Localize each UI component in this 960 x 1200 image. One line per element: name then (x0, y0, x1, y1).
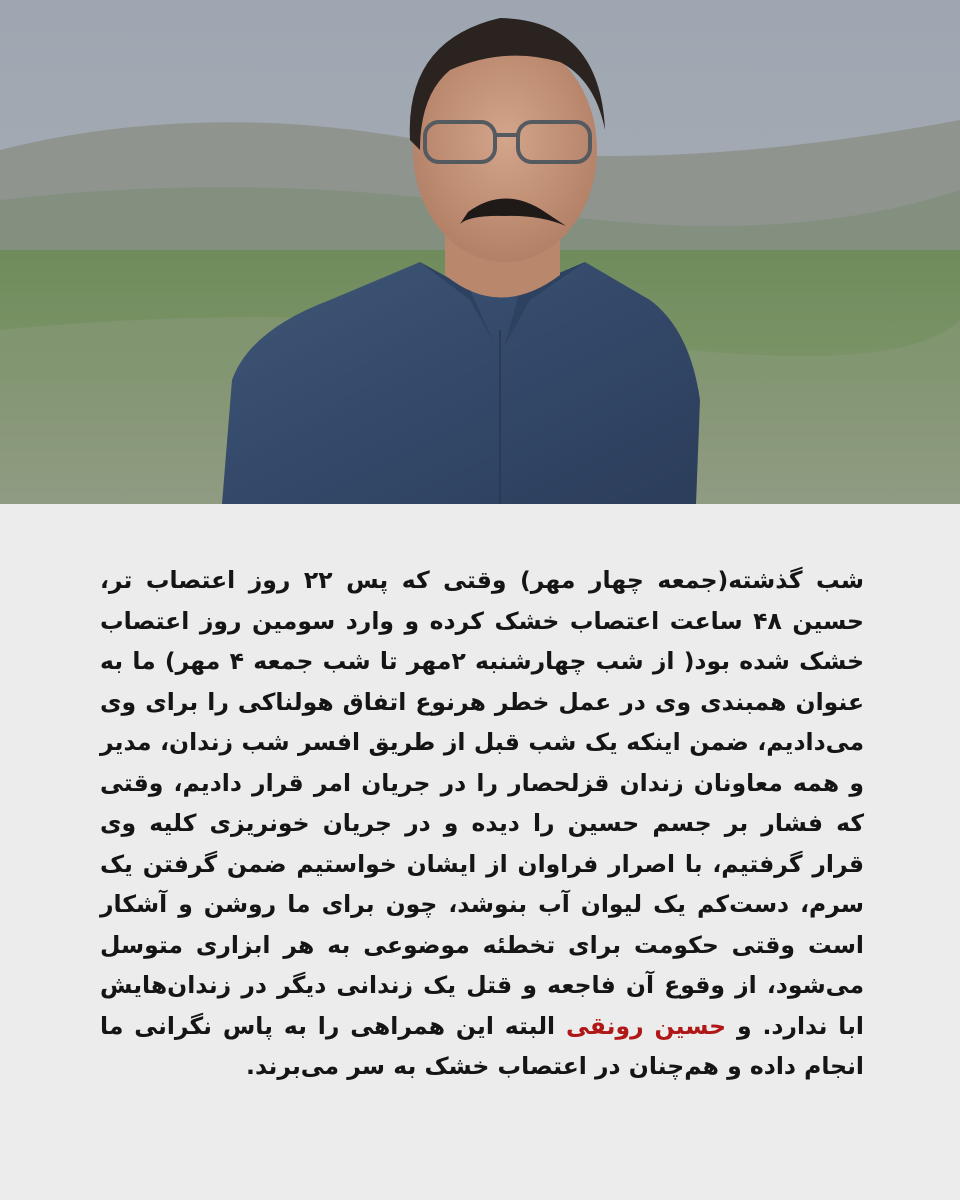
article-text (100, 560, 864, 1087)
highlighted-name: حسین رونقی (565, 1011, 727, 1040)
article-part-2: البته این همراهی را به پاس نگرانی ما انجام داده و هم‌چنان در اعتصاب خشک به سر می‌برند. (100, 1011, 864, 1080)
photo-illustration (0, 0, 960, 504)
article-part-1: شب گذشته(جمعه چهار مهر) وقتی که پس ۲۲ روز اعتصاب تر، حسین ۴۸ ساعت اعتصاب خشک کرده و وارد سومین روز اعتصاب خشک شده بود( از شب چهارشنبه ۲مهر تا شب جمعه ۴ مهر) ما به عنوان همبندی وی در عمل خطر هرنوع اتفاق هولناکی را برای وی می‌دادیم، ضمن اینکه یک شب قبل از طریق افسر شب زندان، مدیر و همه معاونان زندان قزلحصار را در جریان امر قرار دادیم، وقتی که فشار بر جسم حسین را دیده و در جریان خونریزی کلیه وی قرار گرفتیم، با اصرار فراوان از ایشان خواستیم ضمن گرفتن یک سرم، دست‌کم یک لیوان آب بنوشد، چون برای ما روشن و آشکار است وقتی حکومت برای تخطئه موضوعی به هر ابزاری متوسل می‌شود، از وقوع آن فاجعه و قتل یک زندانی دیگر در زندان‌هایش ابا ندارد. و (100, 566, 864, 1040)
portrait-photo (0, 0, 960, 504)
